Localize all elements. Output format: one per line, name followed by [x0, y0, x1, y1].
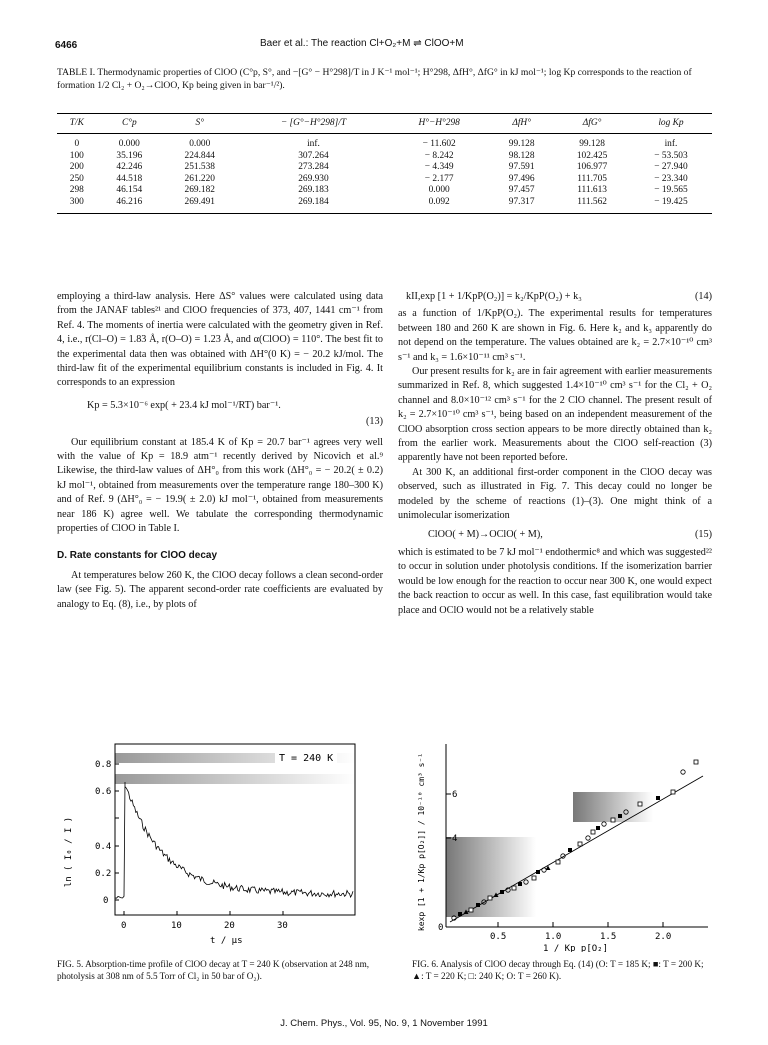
table-cell: 0.092: [389, 197, 489, 214]
table-cell: inf.: [664, 139, 678, 149]
y-tick-label: 0.4: [95, 842, 112, 852]
fig5-annotation: T = 240 K: [279, 753, 334, 764]
table-cell: − 23.340: [654, 173, 688, 184]
table-cell: 100: [69, 150, 84, 161]
table-cell: 269.182: [184, 185, 215, 195]
table-cell: − 4.349: [424, 162, 454, 172]
data-point: [476, 903, 480, 907]
table-cell: inf.: [307, 139, 320, 149]
table-cell: 102.425: [576, 150, 608, 161]
table-caption: TABLE I. Thermodynamic properties of ClOO (C°p, S°, and −[G° − H°298]/T in J K⁻¹ mol⁻¹; H°298, ΔfH°, ΔfG° in kJ mol⁻¹; log Kp corresponds to the reaction of formation 1/2 Cl₂ + O₂→ClOO, Kp being given in bar⁻¹/²).: [57, 67, 692, 91]
table-cell: − 19.425: [630, 197, 712, 214]
shading-block: [573, 792, 653, 822]
table-cell: 300: [57, 197, 97, 214]
y-axis-label: ln ( I₀ / I ): [64, 816, 74, 888]
table-cell: 298: [69, 185, 84, 195]
decay-trace: [115, 782, 353, 900]
y-axis-label: kexp [1 + 1/Kp p[O₂]] / 10⁻¹⁰ cm³ s⁻¹: [417, 752, 426, 932]
table-cell: 269.184: [238, 197, 390, 214]
data-point: [596, 826, 600, 830]
x-axis-label: t / µs: [210, 936, 243, 946]
running-title: Baer et al.: The reaction Cl+O₂+M ⇌ ClOO+M: [260, 38, 464, 49]
y-tick-label: 4: [452, 834, 458, 844]
x-tick-label: 0: [121, 921, 127, 931]
table-header-cell: log Kp: [630, 114, 712, 134]
table-cell: 224.844: [184, 150, 215, 161]
x-tick-label: 20: [224, 921, 235, 931]
thermo-table: [57, 113, 712, 214]
table-cell: 0.000: [189, 139, 211, 149]
equation-text: Kp = 5.3×10⁻⁶ exp( + 23.4 kJ mol⁻¹/RT) bar⁻¹.: [87, 399, 281, 411]
table-cell: 97.457: [508, 185, 535, 195]
data-point: [469, 908, 473, 912]
table-cell: − 11.602: [422, 139, 456, 149]
paragraph: as a function of 1/KpP(O₂). The experimental results for temperatures between 180 and 260 K are shown in Fig. 6. Here k₂ and k₃ apparently do not depend on the temperature. The values obtained are k₂ = 2.7×10⁻¹⁰ cm³ s⁻¹ and k₃ = 1.6×10⁻¹¹ cm³ s⁻¹.: [398, 308, 712, 363]
equation-text: kII,exp [1 + 1/KpP(O₂)] = k₂/KpP(O₂) + k₃: [406, 291, 582, 302]
y-tick-label: 0.2: [95, 869, 112, 879]
data-point: [458, 912, 462, 916]
y-tick-label: 0.6: [95, 787, 112, 797]
data-point: [536, 870, 540, 874]
x-ticks: [498, 922, 663, 927]
data-point: [568, 848, 572, 852]
equation-14: [398, 290, 712, 304]
table-cell: 99.128: [508, 139, 535, 149]
table-row: [57, 185, 712, 197]
x-axis-label: 1 / Kp p[O₂]: [543, 944, 609, 952]
left-column: [57, 290, 383, 612]
data-point: [694, 760, 698, 764]
section-heading: D. Rate constants for ClOO decay: [57, 549, 218, 561]
table-cell: − 53.503: [654, 150, 688, 161]
y-tick-label: 0.8: [95, 760, 112, 770]
data-point: [556, 860, 560, 864]
x-tick-label: 0.5: [490, 932, 507, 942]
equation-number: (13): [366, 416, 383, 428]
y-ticks: [115, 764, 119, 900]
table-cell: − 27.940: [654, 162, 688, 172]
table-cell: − 19.565: [654, 185, 688, 195]
table-cell: 46.216: [97, 197, 162, 214]
table-cell: 0.000: [428, 185, 450, 195]
data-point: [578, 842, 582, 846]
table-cell: 97.496: [508, 173, 535, 184]
x-tick-label: 30: [277, 921, 288, 931]
data-point: [500, 890, 504, 894]
data-point: [518, 882, 522, 886]
fig5-caption: FIG. 5. Absorption-time profile of ClOO decay at T = 240 K (observation at 248 nm, photolysis at 308 nm of 5.5 Torr of Cl₂ in 50 bar of O₂).: [57, 959, 370, 981]
equation-13: [57, 399, 383, 413]
plot-frame: [115, 744, 355, 915]
data-point: [488, 896, 492, 900]
x-tick-label: 1.0: [545, 932, 562, 942]
y-tick-label: 6: [452, 790, 458, 800]
table-cell: 35.196: [116, 150, 143, 161]
data-point: [671, 790, 675, 794]
table-cell: 46.154: [116, 185, 143, 195]
x-tick-label: 2.0: [655, 932, 672, 942]
equation-number: (14): [695, 291, 712, 302]
table-cell: 261.220: [184, 173, 215, 184]
table-cell: 111.705: [577, 173, 607, 184]
x-tick-label: 1.5: [600, 932, 617, 942]
data-point: [586, 836, 590, 840]
data-point: [602, 822, 606, 826]
table-cell: 44.518: [116, 173, 143, 184]
table-cell: 97.317: [489, 197, 554, 214]
table-row: [57, 151, 712, 163]
table-cell: 97.591: [508, 162, 535, 172]
shading-block: [446, 837, 536, 917]
table-header-cell: ΔfG°: [554, 114, 630, 134]
table-cell: 106.977: [576, 162, 608, 172]
data-point: [611, 818, 615, 822]
paragraph: which is estimated to be 7 kJ mol⁻¹ endothermic⁸ and which was suggested²² to occur in solution under photolysis conditions. If the isomerization barrier would be low enough for the reaction to occur near 300 K, one would expect the back reaction to occur as well. In this case, fast equilibration would take place and OClO would not be a relatively stable: [398, 546, 712, 616]
figure-5: [55, 732, 360, 952]
data-point: [638, 802, 642, 806]
y-tick-label: 0: [438, 923, 444, 933]
paragraph: Our present results for k₂ are in fair agreement with earlier measurements summarized in Ref. 8, which suggested 1.4×10⁻¹⁰ cm³ s⁻¹ for the Cl₂ + O₂ channel and 8.0×10⁻¹² cm³ s⁻¹ for the 2 ClO channel. The present result of k₂ = 2.7×10⁻¹⁰ cm³ s⁻¹, being based on an independent measurement of the ClOO absorption cross section appears to be more directly obtained than k₂ from the earlier work. Measurements about the ClOO self-reaction (3) apparently have not been reported before.: [398, 366, 712, 464]
equation-number: (15): [695, 528, 712, 540]
table-header-row: [57, 114, 712, 134]
table-cell: 269.491: [162, 197, 238, 214]
table-header-cell: H°−H°298: [389, 114, 489, 134]
table-cell: 99.128: [579, 139, 605, 149]
data-point: [681, 770, 685, 774]
x-tick-label: 10: [171, 921, 182, 931]
data-point: [591, 830, 595, 834]
table-cell: 111.613: [577, 185, 607, 195]
paragraph: employing a third-law analysis. Here ΔS° values were calculated using data from the JANAF tables²¹ and ClOO frequencies of 373, 407, 1441 cm⁻¹ from Ref. 4. The moments of inertia were calculated with the geometry given in Ref. 4, i.e., r(Cl–O) = 1.83 Å, r(O–O) = 1.23 Å, and α(ClOO) = 110°. The best fit to the experimental data then was obtained with ΔH°(0 K) = − 20.2 kJ/mol. The third-law fit of the experimental equilibrium constants is included in Fig. 4. It corresponds to an expression: [57, 291, 383, 389]
page-number: 6466: [55, 40, 78, 51]
journal-footer: J. Chem. Phys., Vol. 95, No. 9, 1 November 1991: [280, 1018, 488, 1029]
table-row: [57, 174, 712, 186]
y-tick-label: 0: [103, 896, 109, 906]
table-cell: 0: [74, 139, 80, 149]
paragraph: At temperatures below 260 K, the ClOO decay follows a clean second-order law (see Fig. 5). The apparent second-order rate coefficients are evaluated by analogy to Eq. (8), i.e., by plots of: [57, 569, 383, 610]
table-cell: 42.246: [116, 162, 143, 172]
figure-6: [408, 732, 713, 952]
table-header-cell: ΔfH°: [489, 114, 554, 134]
table-cell: 273.284: [298, 162, 329, 172]
table-cell: 269.183: [298, 185, 329, 195]
table-header-cell: − [G°−H°298]/T: [238, 114, 390, 134]
x-ticks: [124, 911, 283, 915]
table-cell: − 8.242: [424, 150, 454, 161]
table-row: [57, 134, 712, 151]
table-cell: 269.930: [298, 173, 329, 184]
equation-text: ClOO( + M)→OClO( + M),: [428, 528, 543, 540]
equation-15: [398, 528, 712, 542]
data-point: [512, 886, 516, 890]
table-cell: 0.000: [118, 139, 140, 149]
table-header-cell: C°p: [97, 114, 162, 134]
table-cell: − 2.177: [424, 173, 454, 184]
data-point: [618, 814, 622, 818]
table-header-cell: S°: [162, 114, 238, 134]
paragraph: Our equilibrium constant at 185.4 K of Kp = 20.7 bar⁻¹ agrees very well with the value of Kp = 18.9 atm⁻¹ recently derived by Nicovich et al.⁹ Likewise, the third-law values of ΔH°₀ from this work (ΔH°₀ = − 20.2( ± 0.2) kJ mol⁻¹, obtained from measurements over the temperature range 180–300 K) and of Ref. 9 (ΔH°₀ = − 19.9( ± 2.0) kJ mol⁻¹, obtained from measurements near 186 K) agree well. We tabulate the corresponding thermodynamic properties of ClOO in Table I.: [57, 436, 383, 535]
table-cell: 251.538: [184, 162, 215, 172]
shading-band: [115, 774, 355, 784]
fig6-caption: FIG. 6. Analysis of ClOO decay through Eq. (14) (O: T = 185 K; ■: T = 200 K; ▲: T = 220 K; □: 240 K; O: T = 260 K).: [412, 959, 704, 981]
data-point: [532, 876, 536, 880]
right-column: [398, 290, 712, 618]
paragraph: At 300 K, an additional first-order component in the ClOO decay was observed, such as illustrated in Fig. 7. This decay could no longer be modeled by the scheme of reactions (1)–(3). One might think of a unimolecular isomerization: [398, 466, 712, 522]
data-point: [656, 796, 660, 800]
table-cell: 98.128: [508, 150, 535, 161]
table-header-cell: T/K: [57, 114, 97, 134]
table-row: [57, 197, 712, 214]
table-cell: 307.264: [298, 150, 329, 161]
table-cell: 250: [69, 173, 84, 184]
table-cell: 200: [69, 162, 84, 172]
table-row: [57, 162, 712, 174]
table-cell: 111.562: [554, 197, 630, 214]
